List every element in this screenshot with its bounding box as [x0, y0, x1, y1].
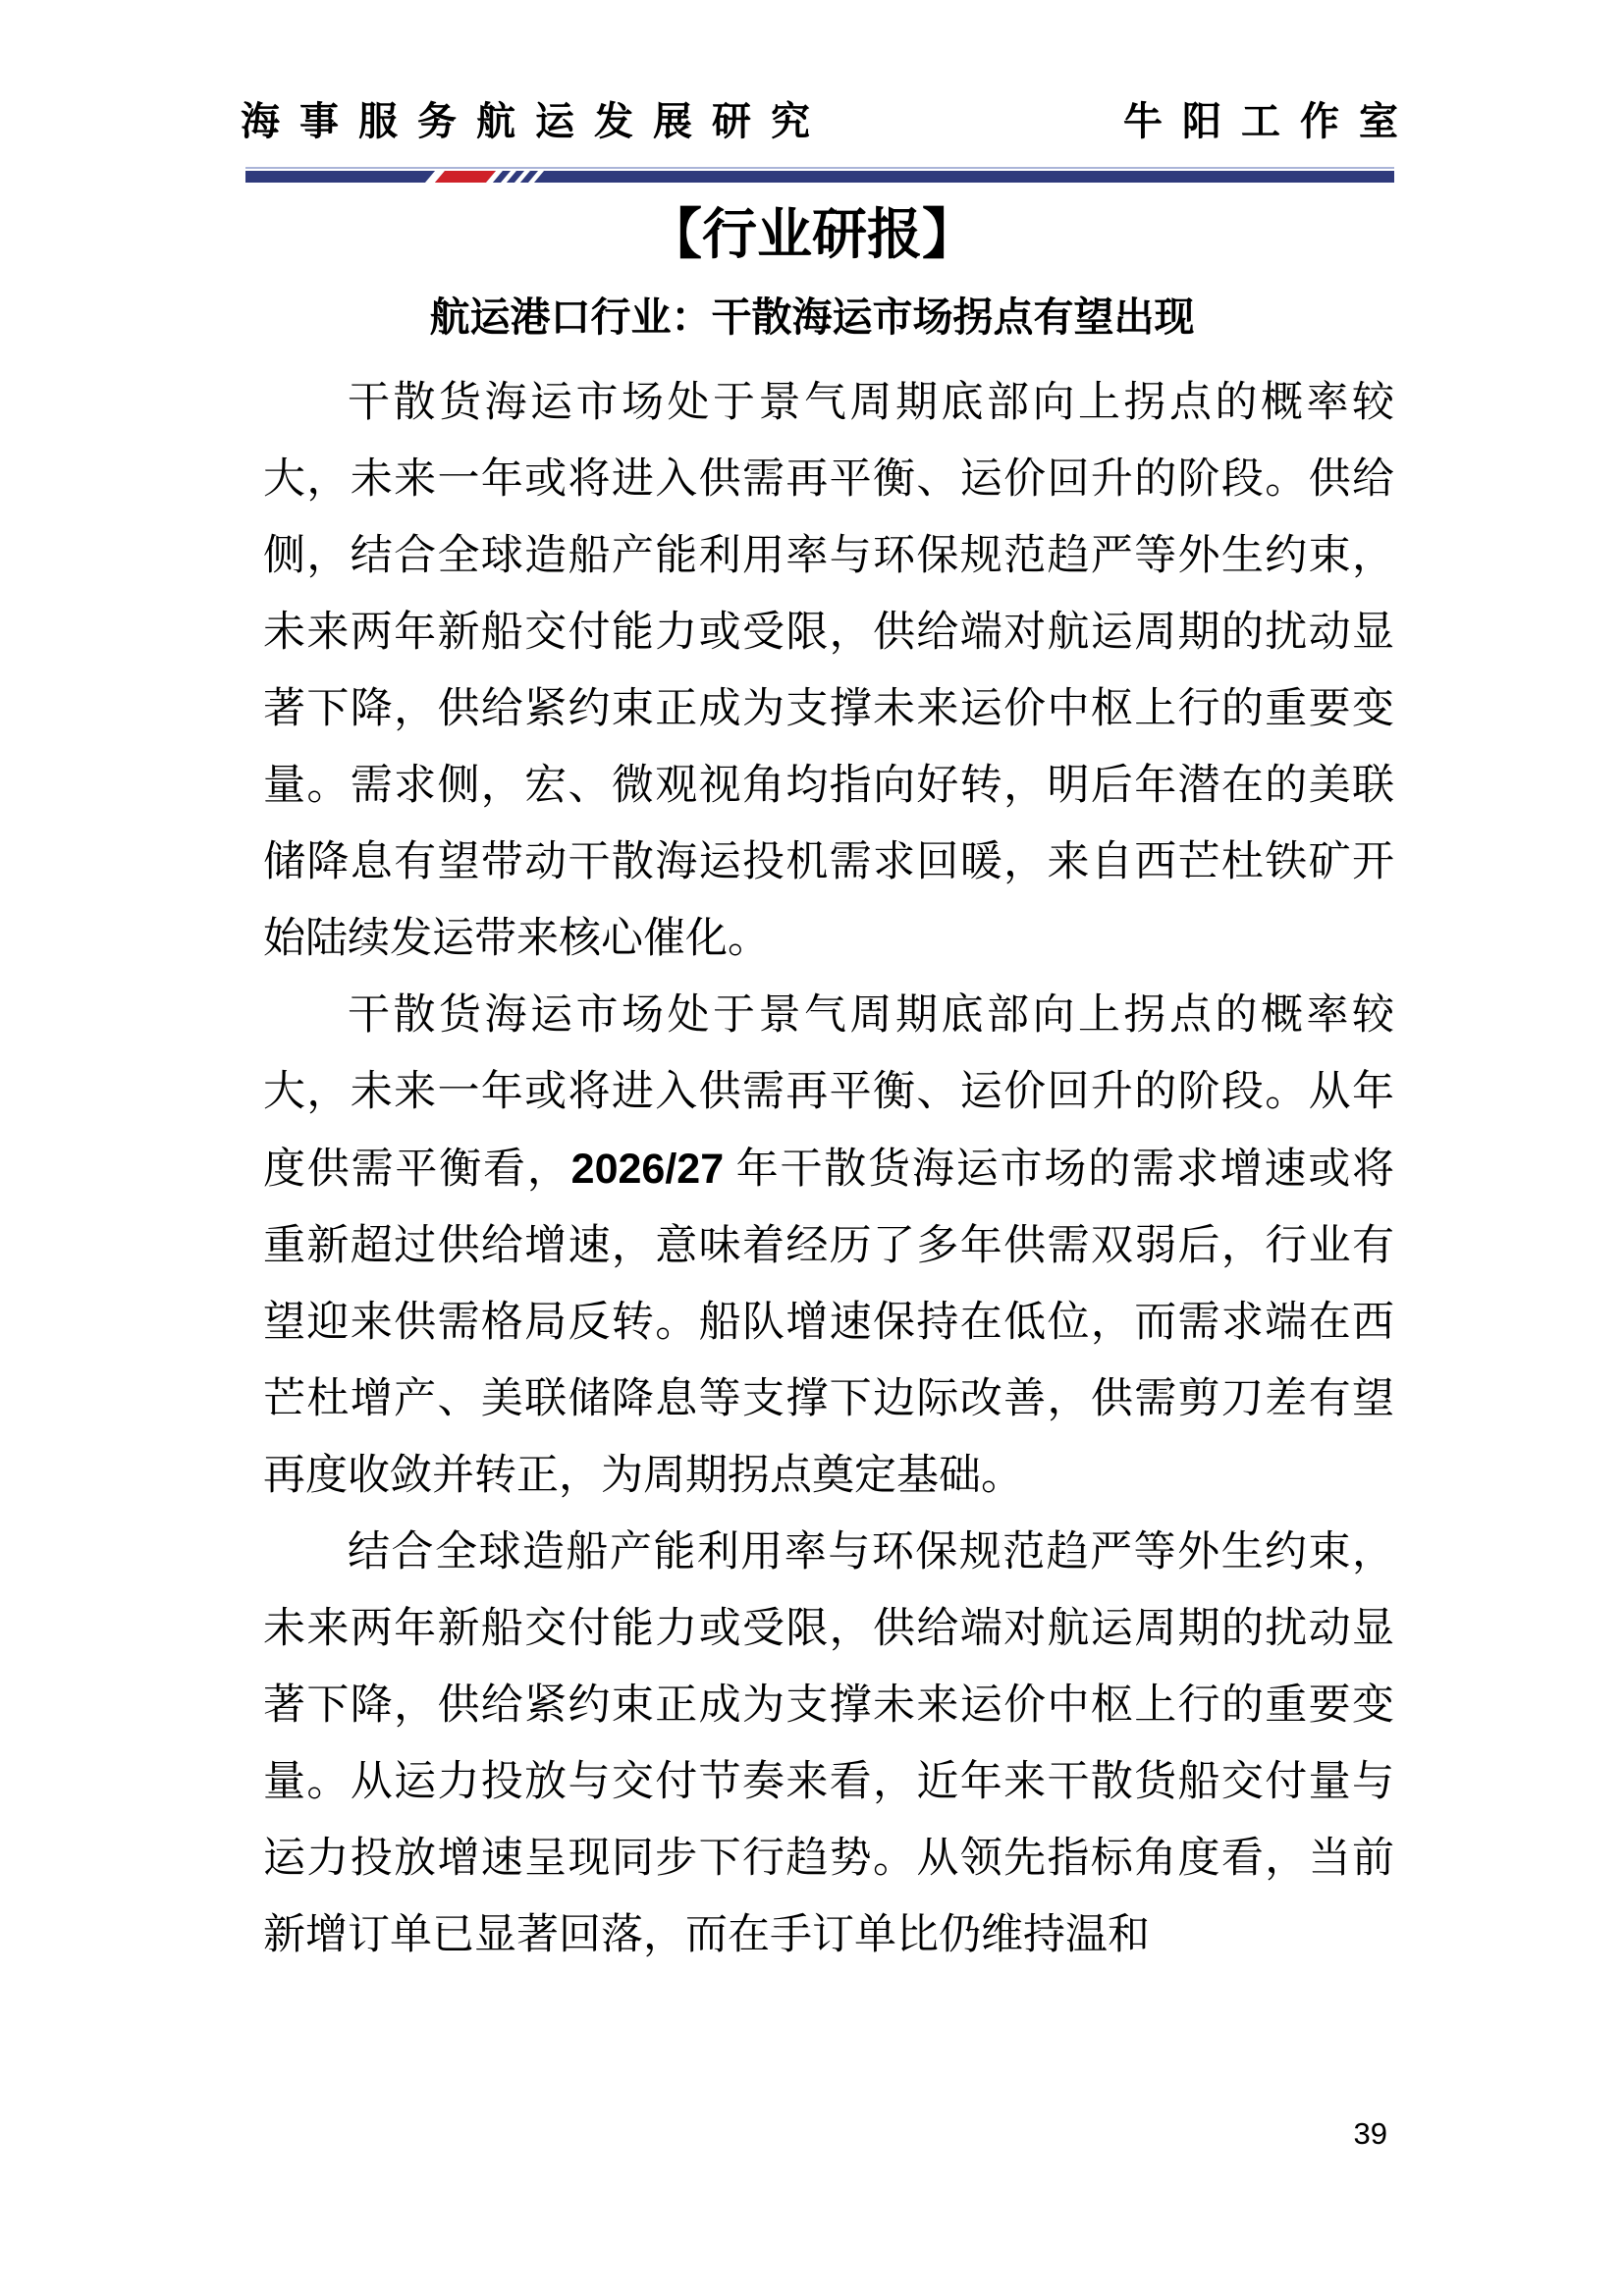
- paragraph: [263, 1515, 1394, 1974]
- header-rule-accent-decoration: [430, 171, 539, 183]
- page-footer: [1354, 2116, 1387, 2152]
- article-subtitle: 航运港口行业：干散海运市场拐点有望出现: [429, 294, 1195, 340]
- paragraph-text: 干散货海运市场处于景气周期底部向上拐点的概率较大，未来一年或将进入供需再平衡、运价回升的阶段。从年度供需平衡看，: [263, 992, 1394, 1193]
- article-title: 【行业研报】: [647, 203, 977, 265]
- article: [0, 202, 1624, 1974]
- page-header: [0, 98, 1624, 183]
- paragraph-text: 干散货海运市场处于景气周期底部向上拐点的概率较大，未来一年或将进入供需再平衡、运价回升的阶段。供给侧，结合全球造船产能利用率与环保规范趋严等外生约束，未来两年新船交付能力或受限，供给端对航运周期的扰动显著下降，供给紧约束正成为支撑未来运价中枢上行的重要变量。需求侧，宏、微观视角均指向好转，明后年潜在的美联储降息有望带动干散海运投机需求回暖，来自西芒杜铁矿开始陆续发运带来核心催化。: [263, 380, 1394, 962]
- paragraph-text: 结合全球造船产能利用率与环保规范趋严等外生约束，未来两年新船交付能力或受限，供给端对航运周期的扰动显著下降，供给紧约束正成为支撑未来运价中枢上行的重要变量。从运力投放与交付节奏来看，近年来干散货船交付量与运力投放增速呈现同步下行趋势。从领先指标角度看，当前新增订单已显著回落，而在手订单比仍维持温和: [263, 1529, 1394, 1958]
- header-row: [241, 98, 1418, 145]
- paragraph: [263, 365, 1394, 978]
- article-body: [263, 365, 1394, 1974]
- page-number: 39: [1353, 2116, 1387, 2151]
- header-left-title: 海事服务航运发展研究: [241, 100, 830, 143]
- highlighted-number: 2026/27: [570, 1146, 725, 1193]
- header-rule: [245, 167, 1394, 183]
- paragraph: [263, 978, 1394, 1515]
- paragraph-text: 年干散货海运市场的需求增速或将重新超过供给增速，意味着经历了多年供需双弱后，行业有望迎来供需格局反转。船队增速保持在低位，而需求端在西芒杜增产、美联储降息等支撑下边际改善，供需剪刀差有望再度收敛并转正，为周期拐点奠定基础。: [263, 1147, 1395, 1499]
- header-right-title: 牛阳工作室: [1123, 100, 1418, 143]
- header-rule-bar: [245, 171, 1394, 183]
- header-rule-thin-line: [245, 167, 1394, 169]
